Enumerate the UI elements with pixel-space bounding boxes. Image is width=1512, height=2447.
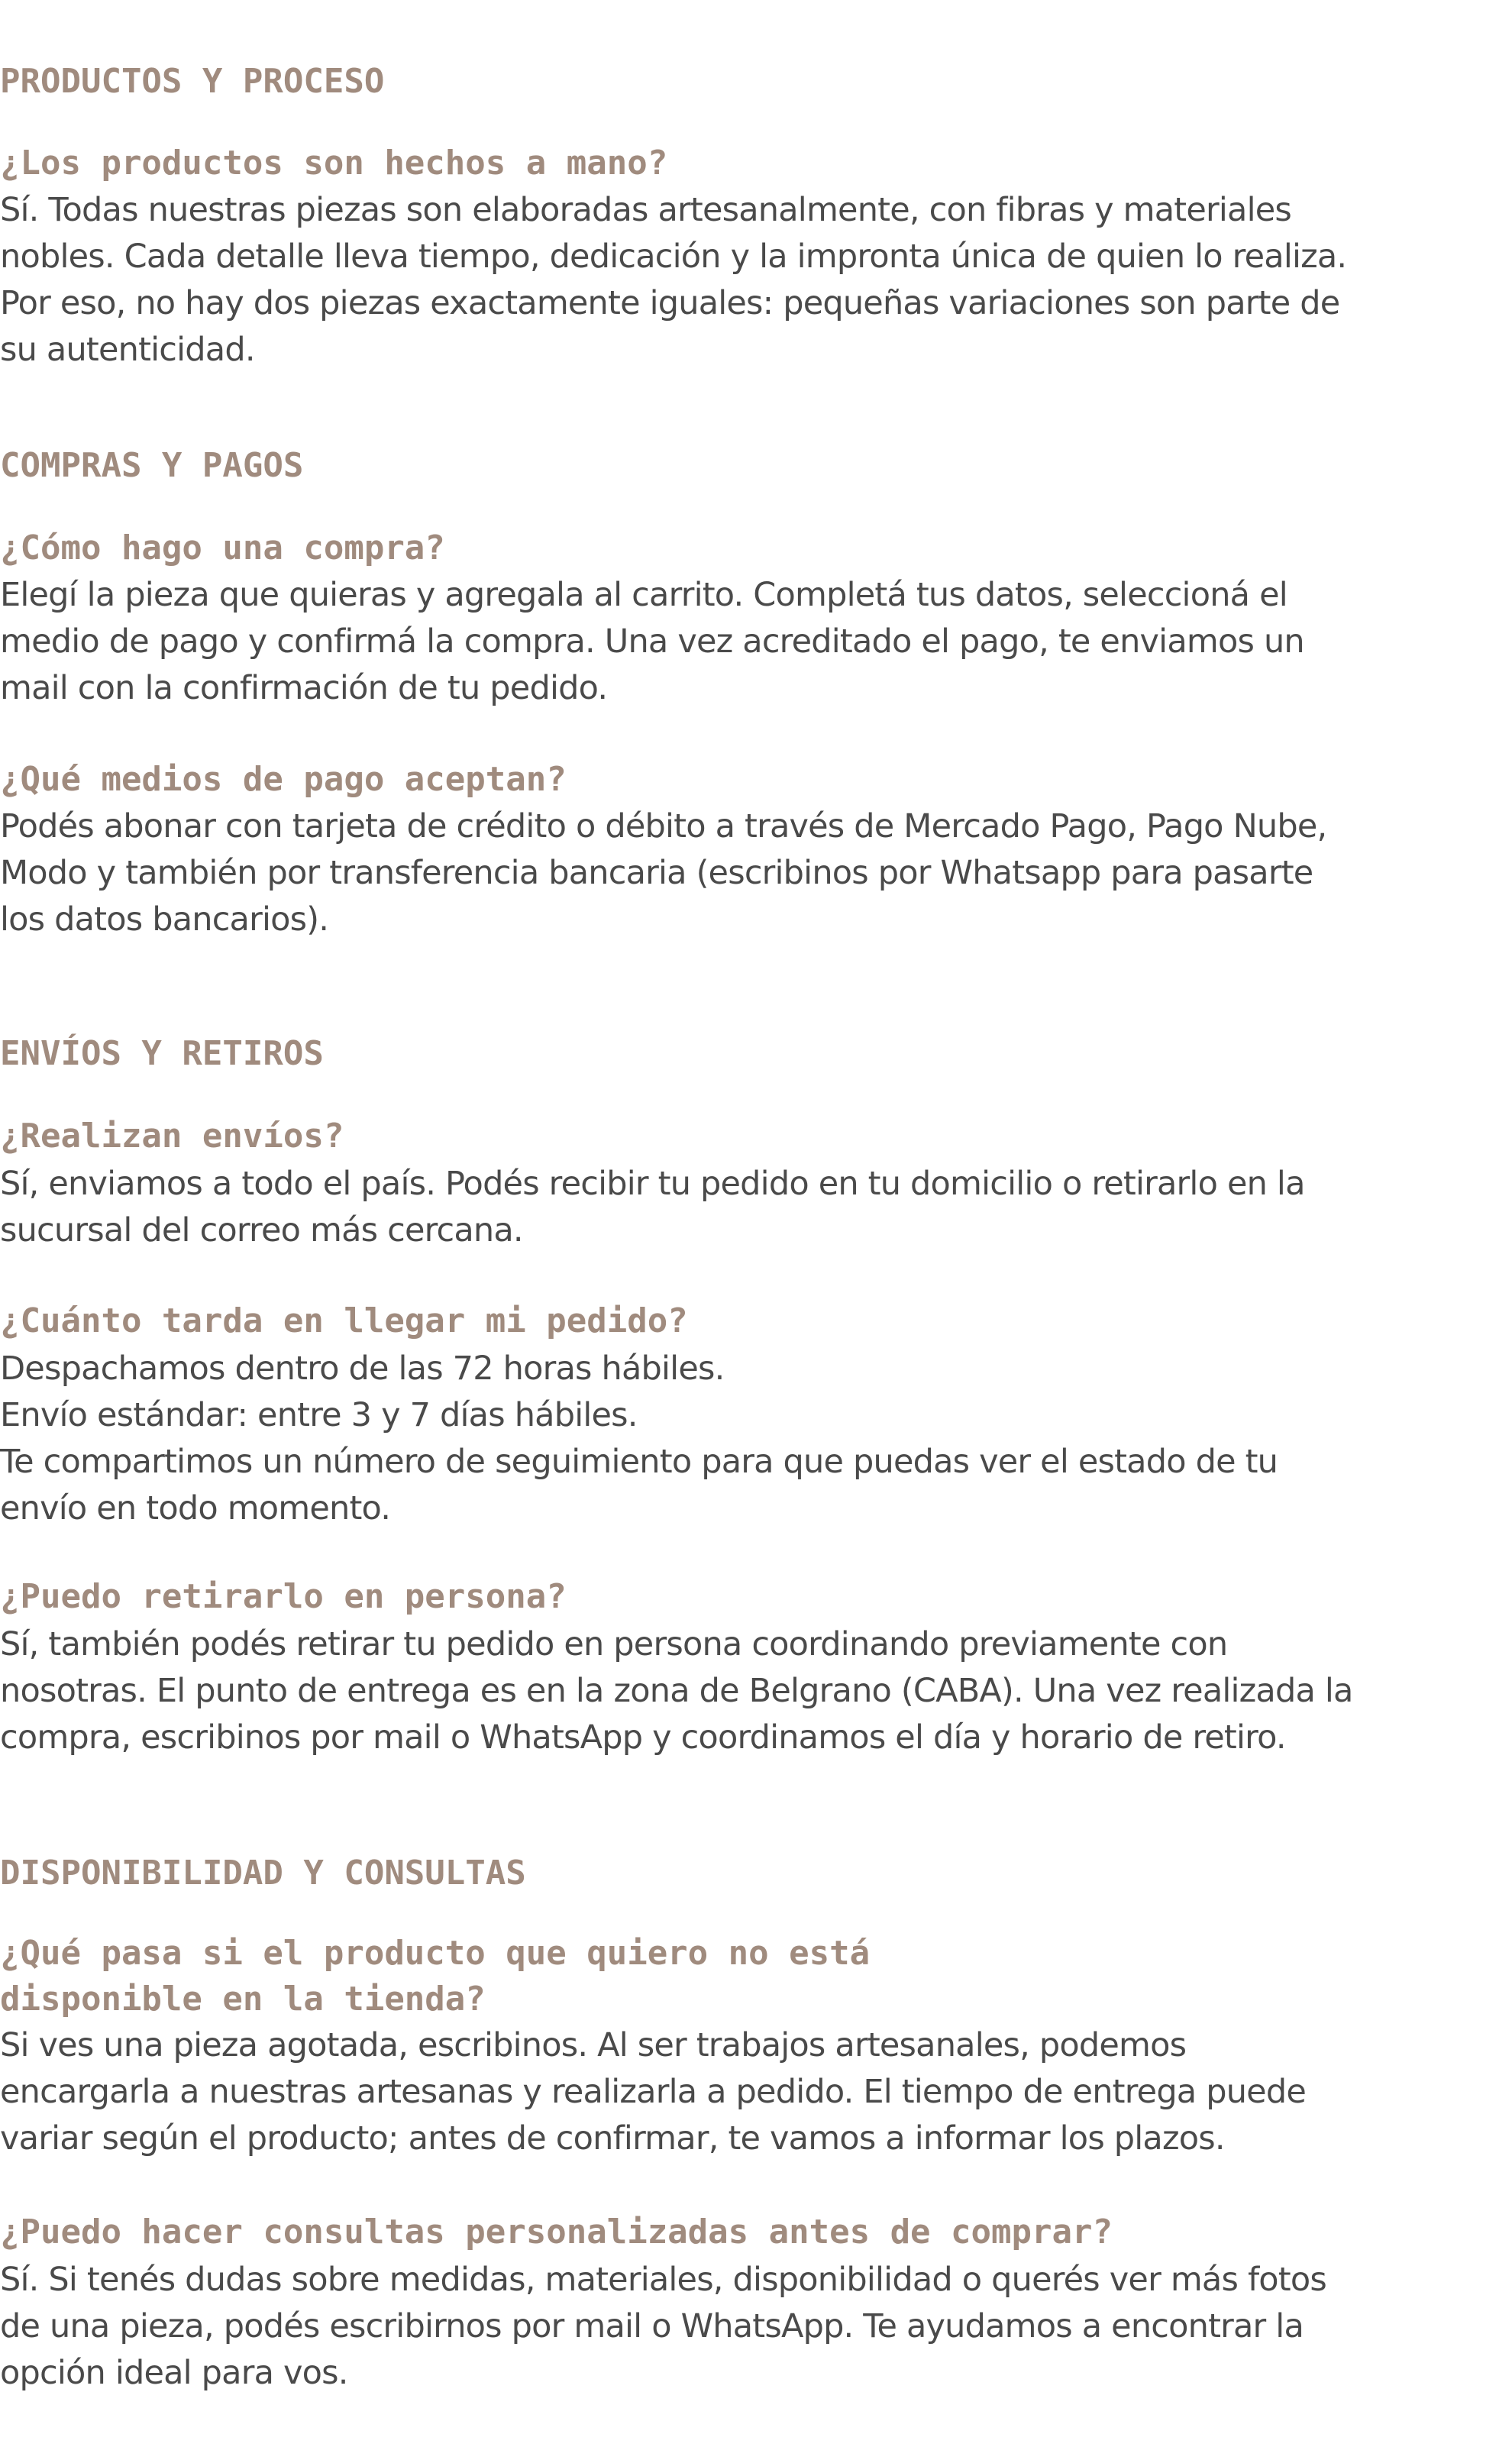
faq-answer-line: nosotras. El punto de entrega es en la zona de Belgrano (CABA). Una vez realizada la [0, 1672, 1353, 1710]
faq-answer [0, 2022, 1306, 2162]
faq-question: ¿Cuánto tarda en llegar mi pedido? [0, 1301, 688, 1340]
faq-answer-line: Envío estándar: entre 3 y 7 días hábiles. [0, 1396, 638, 1434]
faq-answer-line: Te compartimos un número de seguimiento para que puedas ver el estado de tu [0, 1443, 1278, 1481]
faq-answer-line: de una pieza, podés escribirnos por mail o WhatsApp. Te ayudamos a encontrar la [0, 2307, 1304, 2345]
faq-answer-line: variar según el producto; antes de confirmar, te vamos a informar los plazos. [0, 2119, 1225, 2158]
faq-answer [0, 1621, 1353, 1761]
faq-answer-line: Podés abonar con tarjeta de crédito o débito a través de Mercado Pago, Pago Nube, [0, 807, 1327, 845]
faq-answer-line: Sí, también podés retirar tu pedido en persona coordinando previamente con [0, 1625, 1228, 1663]
faq-answer [0, 803, 1326, 943]
faq-question: ¿Qué medios de pago aceptan? [0, 760, 567, 799]
faq-answer-line: mail con la confirmación de tu pedido. [0, 669, 608, 707]
faq-answer-line: sucursal del correo más cercana. [0, 1211, 523, 1249]
section-title: ENVÍOS Y RETIROS [0, 1034, 324, 1073]
faq-answer-line: Sí. Si tenés dudas sobre medidas, materiales, disponibilidad o querés ver más fotos [0, 2261, 1326, 2299]
faq-answer [0, 572, 1304, 712]
faq-answer-line: Despachamos dentro de las 72 horas hábiles. [0, 1350, 725, 1388]
faq-answer-line: medio de pago y confirmá la compra. Una vez acreditado el pago, te enviamos un [0, 622, 1304, 661]
section-title: DISPONIBILIDAD Y CONSULTAS [0, 1854, 526, 1893]
faq-answer-line: compra, escribinos por mail o WhatsApp y coordinamos el día y horario de retiro. [0, 1718, 1286, 1757]
faq-answer-line: Sí. Todas nuestras piezas son elaboradas artesanalmente, con fibras y materiales [0, 191, 1292, 229]
faq-answer-line: opción ideal para vos. [0, 2354, 348, 2392]
faq-answer [0, 1161, 1305, 1254]
faq-question: ¿Cómo hago una compra? [0, 529, 445, 567]
faq-answer-line: encargarla a nuestras artesanas y realizarla a pedido. El tiempo de entrega puede [0, 2073, 1306, 2111]
faq-answer-line: su autenticidad. [0, 331, 255, 369]
section-title: COMPRAS Y PAGOS [0, 446, 304, 485]
faq-answer-line: Sí, enviamos a todo el país. Podés recibir tu pedido en tu domicilio o retirarlo en la [0, 1165, 1305, 1203]
faq-answer-line: Si ves una pieza agotada, escribinos. Al ser trabajos artesanales, podemos [0, 2026, 1187, 2064]
faq-answer-line: envío en todo momento. [0, 1489, 391, 1527]
faq-answer-line: los datos bancarios). [0, 900, 329, 939]
faq-question: ¿Realizan envíos? [0, 1117, 344, 1156]
faq-answer-line: Elegí la pieza que quieras y agregala al carrito. Completá tus datos, seleccioná el [0, 576, 1287, 614]
section-title: PRODUCTOS Y PROCESO [0, 62, 385, 101]
faq-answer [0, 2257, 1326, 2397]
faq-question: ¿Puedo retirarlo en persona? [0, 1577, 567, 1616]
faq-question: ¿Qué pasa si el producto que quiero no está disponible en la tienda? [0, 1934, 871, 2019]
faq-answer-line: Por eso, no hay dos piezas exactamente iguales: pequeñas variaciones son parte de [0, 284, 1340, 322]
faq-answer [0, 187, 1346, 373]
faq-question: ¿Puedo hacer consultas personalizadas antes de comprar? [0, 2213, 1113, 2251]
faq-question: ¿Los productos son hechos a mano? [0, 144, 668, 183]
faq-answer [0, 1346, 1278, 1532]
faq-answer-line: Modo y también por transferencia bancaria (escribinos por Whatsapp para pasarte [0, 854, 1313, 892]
faq-answer-line: nobles. Cada detalle lleva tiempo, dedicación y la impronta única de quien lo realiza. [0, 238, 1347, 276]
